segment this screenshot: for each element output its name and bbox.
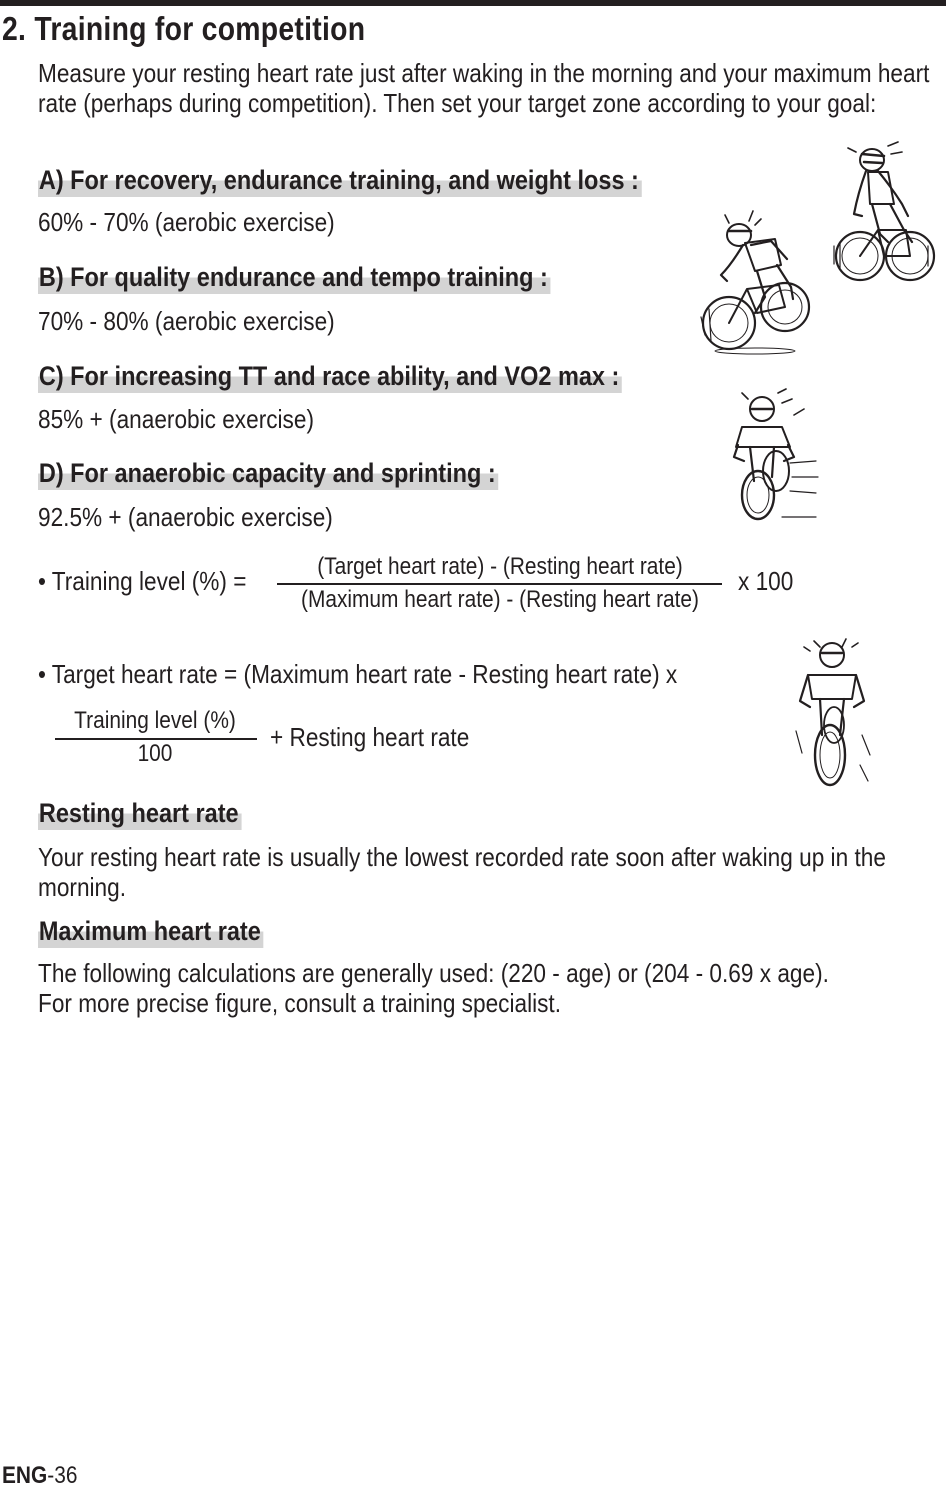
footer-prefix: ENG bbox=[2, 1462, 48, 1489]
zone-a-value: 60% - 70% (aerobic exercise) bbox=[38, 207, 335, 237]
maximum-text-line1: The following calculations are generally used: (220 - age) or (204 - 0.69 x age). bbox=[38, 958, 829, 988]
zone-b-value: 70% - 80% (aerobic exercise) bbox=[38, 306, 335, 336]
formula1-denominator: (Maximum heart rate) - (Resting heart rate) bbox=[301, 586, 699, 613]
zone-c-heading: C) For increasing TT and race ability, and VO2 max : bbox=[38, 359, 622, 393]
resting-heading: Resting heart rate bbox=[38, 796, 241, 830]
formula1-fraction-bar bbox=[277, 583, 722, 585]
zone-c-value: 85% + (anaerobic exercise) bbox=[38, 404, 314, 434]
footer-page: -36 bbox=[47, 1462, 78, 1489]
formula2-denominator: 100 bbox=[137, 740, 173, 767]
formula2-numerator: Training level (%) bbox=[74, 707, 236, 734]
formula2-line: • Target heart rate = (Maximum heart rate - Resting heart rate) x bbox=[38, 659, 678, 689]
zone-d-value: 92.5% + (anaerobic exercise) bbox=[38, 502, 333, 532]
zone-b-heading: B) For quality endurance and tempo training : bbox=[38, 260, 550, 294]
top-rule bbox=[0, 0, 946, 6]
section-title: 2. Training for competition bbox=[2, 10, 366, 47]
formula2-suffix: + Resting heart rate bbox=[270, 722, 470, 752]
zone-a-heading: A) For recovery, endurance training, and weight loss : bbox=[38, 163, 641, 197]
formula1-numerator: (Target heart rate) - (Resting heart rate) bbox=[317, 553, 683, 580]
page-number bbox=[2, 1462, 77, 1490]
cyclist-icon bbox=[720, 385, 820, 525]
formula1-lhs: • Training level (%) = bbox=[38, 566, 247, 596]
maximum-heading: Maximum heart rate bbox=[38, 914, 263, 948]
cyclist-icon bbox=[695, 205, 815, 355]
cyclist-icon bbox=[828, 138, 938, 288]
maximum-text-line2: For more precise figure, consult a training specialist. bbox=[38, 988, 562, 1018]
resting-text: Your resting heart rate is usually the lowest recorded rate soon after waking up in the morning. bbox=[38, 842, 886, 902]
zone-d-heading: D) For anaerobic capacity and sprinting : bbox=[38, 456, 498, 490]
intro-paragraph: Measure your resting heart rate just after waking in the morning and your maximum heart rate (perhaps during competition). Then set your target zone according to your goal: bbox=[38, 58, 930, 118]
cyclist-icon bbox=[790, 635, 880, 790]
formula1-suffix: x 100 bbox=[738, 566, 794, 596]
